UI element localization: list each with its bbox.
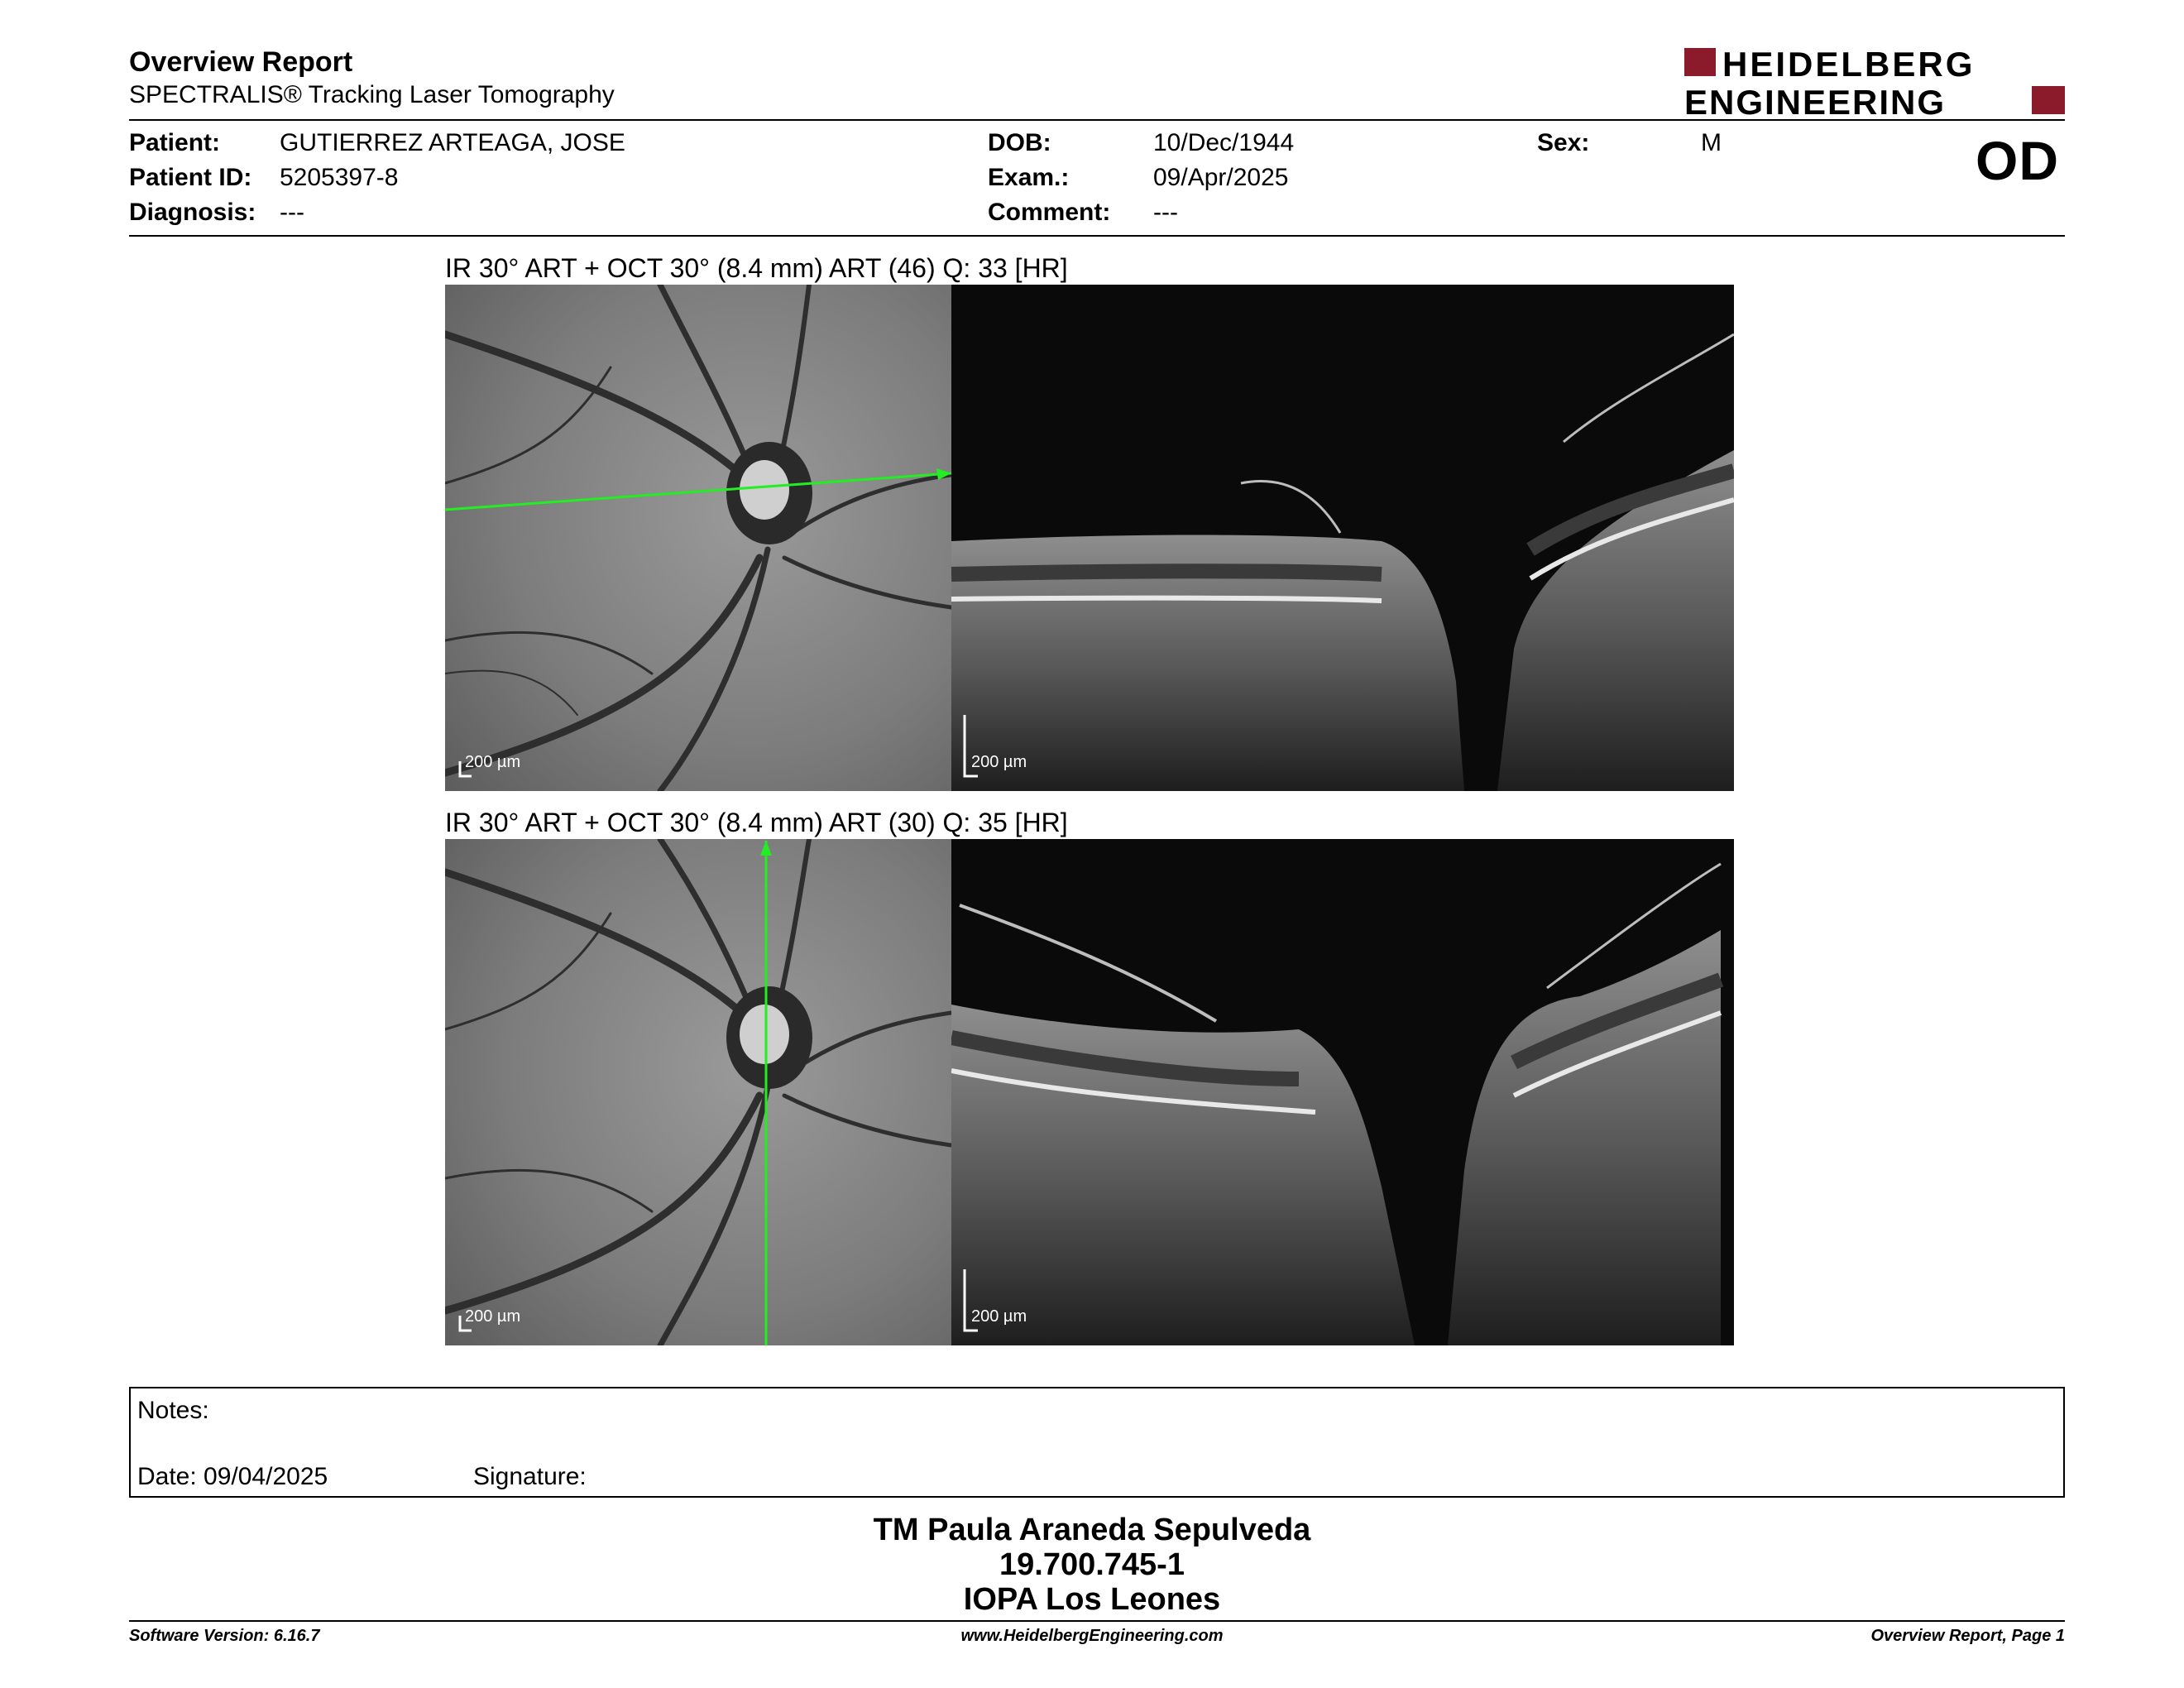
scan-1-oct-image	[951, 285, 1734, 791]
patient-rule	[129, 235, 2065, 237]
scan-1-ir-image	[445, 285, 951, 791]
scan-2-oct-scale: 200 µm	[971, 1307, 1027, 1326]
header-rule	[129, 119, 2065, 121]
scan-1-ir-scale: 200 µm	[465, 753, 521, 771]
patient-name: GUTIERREZ ARTEAGA, JOSE	[280, 129, 625, 156]
dob-label: DOB:	[988, 129, 1051, 156]
eye-label: OD	[1976, 130, 2059, 191]
dob-value: 10/Dec/1944	[1153, 129, 1295, 156]
heidelberg-logo	[1684, 45, 2065, 117]
patient-label: Patient:	[129, 129, 221, 156]
footer-rule	[129, 1620, 2065, 1622]
exam-value: 09/Apr/2025	[1153, 164, 1289, 191]
signoff-name: TM Paula Araneda Sepulveda	[873, 1513, 1311, 1547]
comment-label: Comment:	[988, 199, 1111, 226]
page-number: Overview Report, Page 1	[1870, 1627, 2065, 1645]
scan-2-ir-image	[445, 839, 951, 1345]
diagnosis-label: Diagnosis:	[129, 199, 256, 226]
software-version: Software Version: 6.16.7	[129, 1627, 320, 1645]
notes-label: Notes:	[137, 1397, 209, 1424]
logo-line-2: ENGINEERING	[1684, 83, 1947, 117]
patient-id-label: Patient ID:	[129, 164, 252, 191]
report-subtitle: SPECTRALIS® Tracking Laser Tomography	[129, 81, 615, 108]
notes-box	[129, 1387, 2065, 1498]
date-label: Date: 09/04/2025	[137, 1463, 328, 1490]
report-title: Overview Report	[129, 46, 353, 78]
sex-value: M	[1701, 129, 1722, 156]
website-link[interactable]: www.HeidelbergEngineering.com	[960, 1627, 1224, 1645]
scan-2-ir-scale: 200 µm	[465, 1307, 521, 1326]
patient-id: 5205397-8	[280, 164, 399, 191]
comment-value: ---	[1153, 199, 1178, 226]
scan-2-oct-image	[951, 839, 1734, 1345]
signoff-id: 19.700.745-1	[999, 1547, 1185, 1582]
scan-1-oct-scale: 200 µm	[971, 753, 1027, 771]
scan-2-title: IR 30° ART + OCT 30° (8.4 mm) ART (30) Q: 35 [HR]	[445, 808, 1068, 837]
signoff-institution: IOPA Los Leones	[963, 1582, 1221, 1617]
diagnosis-value: ---	[280, 199, 304, 226]
signature-label: Signature:	[473, 1463, 587, 1490]
exam-label: Exam.:	[988, 164, 1070, 191]
sex-label: Sex:	[1537, 129, 1590, 156]
logo-line-1: HEIDELBERG	[1722, 45, 1976, 84]
scan-1-title: IR 30° ART + OCT 30° (8.4 mm) ART (46) Q: 33 [HR]	[445, 253, 1068, 283]
